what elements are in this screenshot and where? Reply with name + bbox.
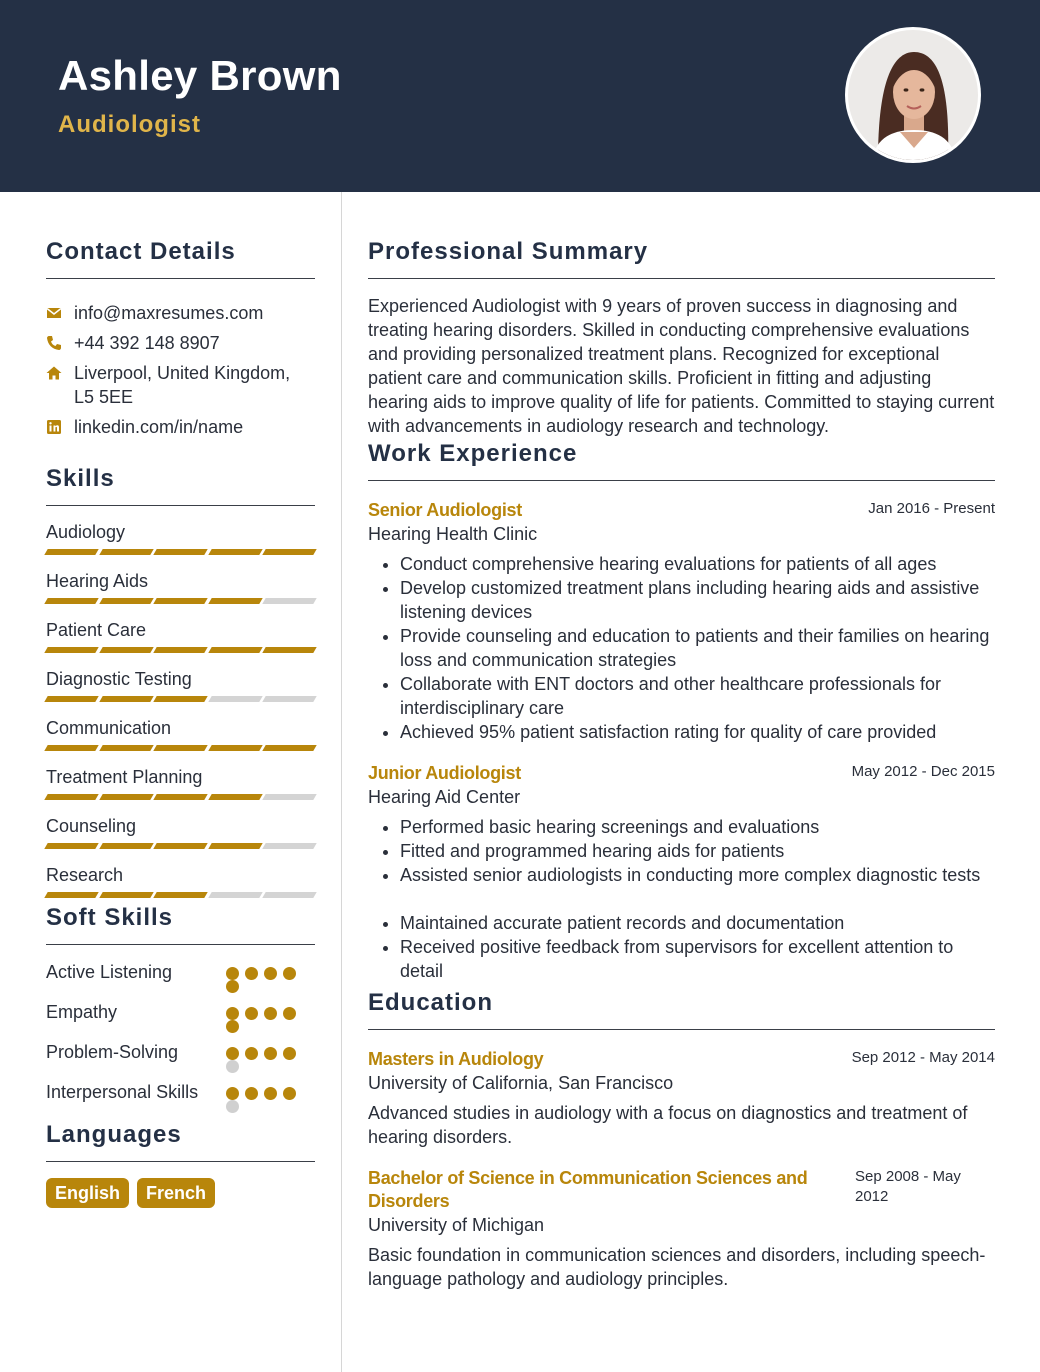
skill-level-bar [46,549,315,555]
job-entry [368,762,995,983]
contact-section [46,238,315,439]
education-list [368,1048,995,1291]
rating-dot [283,967,296,980]
skill-level-segment [99,696,153,702]
education-date: Sep 2012 - May 2014 [851,1049,995,1066]
skill-item [46,717,315,751]
language-badge: French [137,1178,215,1208]
left-column [46,192,315,1208]
skill-level-segment [263,794,317,800]
job-title: Junior Audiologist [368,763,521,783]
job-bullet: • Conduct comprehensive hearing evaluations for patients of all ages [400,552,995,576]
job-date: Jan 2016 - Present [868,500,995,517]
rating-dot [264,1047,277,1060]
skill-level-bar [46,598,315,604]
rating-dot [283,1007,296,1020]
skill-level-segment [208,549,262,555]
skill-level-segment [263,696,317,702]
experience-section [368,440,995,983]
skill-level-segment [44,843,98,849]
skill-level-segment [44,647,98,653]
education-section [368,989,995,1291]
contact-address-text: Liverpool, United Kingdom, L5 5EE [74,363,291,407]
skill-level-segment [208,598,262,604]
soft-skills-list [46,961,315,1113]
job-date: May 2012 - Dec 2015 [851,763,995,780]
jobs-list [368,499,995,983]
skill-level-segment [263,892,317,898]
skill-level-segment [44,696,98,702]
skill-level-bar [46,647,315,653]
education-header [368,1167,995,1213]
contact-linkedin[interactable] [46,415,315,439]
school-name: University of California, San Francisco [368,1073,674,1093]
job-bullet: • Provide counseling and education to patients and their families on hearing loss and communication strategies [400,624,995,672]
skills-list [46,521,315,898]
languages-title: Languages [46,1121,315,1162]
rating-dot [226,1007,239,1020]
skill-level-segment [208,843,262,849]
skill-level-segment [153,598,207,604]
contact-title: Contact Details [46,238,315,279]
job-bullet: • Performed basic hearing screenings and evaluations [400,815,995,839]
degree-title: Bachelor of Science in Communication Sciences and Disorders [368,1168,808,1211]
job-bullet: • Collaborate with ENT doctors and other healthcare professionals for interdisciplinary care [400,672,995,720]
home-icon [46,361,74,385]
skill-level-segment [44,549,98,555]
soft-skill-rating [226,1041,306,1073]
job-bullets [368,552,995,744]
skills-title: Skills [46,465,315,506]
skill-item [46,619,315,653]
skill-level-segment [208,892,262,898]
skill-item [46,864,315,898]
envelope-icon [46,301,74,325]
job-entry [368,499,995,744]
languages-section [46,1121,315,1208]
skill-level-bar [46,892,315,898]
skills-section [46,465,315,898]
skill-level-segment [44,794,98,800]
skill-level-segment [153,843,207,849]
soft-skill-rating [226,961,306,993]
contact-email-text: info@maxresumes.com [74,303,264,323]
job-bullets [368,815,995,983]
soft-skill-item [46,1081,315,1113]
skill-level-segment [153,549,207,555]
job-bullet: • Received positive feedback from supervisors for excellent attention to detail [400,935,995,983]
soft-skill-name: Empathy [46,1002,118,1022]
contact-email[interactable] [46,301,315,325]
contact-address [46,361,315,409]
skill-item [46,668,315,702]
skill-name: Audiology [46,522,126,542]
skill-name: Communication [46,718,172,738]
candidate-name: Ashley Brown [58,52,342,99]
education-entry [368,1167,995,1291]
soft-skill-item [46,1001,315,1033]
soft-skill-item [46,961,315,993]
skill-level-segment [153,745,207,751]
contact-linkedin-text: linkedin.com/in/name [74,417,244,437]
language-badge: English [46,1178,129,1208]
skill-level-segment [99,843,153,849]
skill-level-segment [99,892,153,898]
skill-item [46,766,315,800]
education-description: Basic foundation in communication sciences and disorders, including speech-language pathology and audiology principles. [368,1245,986,1289]
skill-level-segment [44,892,98,898]
skill-name: Counseling [46,816,137,836]
degree-title: Masters in Audiology [368,1049,544,1069]
job-header [368,762,995,785]
rating-dot [264,1007,277,1020]
skill-level-bar [46,843,315,849]
skill-level-segment [208,696,262,702]
portrait-image [848,30,978,160]
job-bullet: • Achieved 95% patient satisfaction rating for quality of care provided [400,720,995,744]
experience-title: Work Experience [368,440,995,481]
skill-level-segment [153,794,207,800]
skill-level-segment [99,745,153,751]
rating-dot [226,1047,239,1060]
skill-level-bar [46,794,315,800]
soft-skill-name: Interpersonal Skills [46,1082,199,1102]
rating-dot [283,1047,296,1060]
candidate-role: Audiologist [58,111,201,138]
skill-name: Treatment Planning [46,767,203,787]
skill-level-segment [44,598,98,604]
rating-dot [245,1047,258,1060]
skill-level-segment [153,647,207,653]
soft-skills-title: Soft Skills [46,904,315,945]
skill-level-segment [263,549,317,555]
education-description: Advanced studies in audiology with a focus on diagnostics and treatment of hearing disorders. [368,1103,968,1147]
rating-dot [245,1007,258,1020]
skill-level-segment [208,745,262,751]
right-column [368,192,995,1291]
soft-skills-section [46,904,315,1113]
summary-title: Professional Summary [368,238,995,279]
rating-dot [226,1060,239,1073]
job-bullet: • Fitted and programmed hearing aids for patients [400,839,995,863]
skill-level-segment [263,598,317,604]
contact-phone-text: +44 392 148 8907 [74,333,220,353]
summary-section [368,238,995,438]
school-name: University of Michigan [368,1215,545,1235]
job-bullet: • Maintained accurate patient records and documentation [400,911,995,935]
job-header [368,499,995,522]
skill-level-segment [263,843,317,849]
rating-dot [264,967,277,980]
soft-skill-rating [226,1001,306,1033]
job-title: Senior Audiologist [368,500,522,520]
education-date: Sep 2008 - May 2012 [855,1168,961,1205]
linkedin-icon [46,415,74,439]
education-header [368,1048,995,1071]
skill-level-segment [99,598,153,604]
education-entry [368,1048,995,1149]
skill-level-segment [263,647,317,653]
education-title: Education [368,989,995,1030]
skill-name: Research [46,865,124,885]
skill-level-segment [153,892,207,898]
job-bullet: • Assisted senior audiologists in conducting more complex diagnostic tests [400,863,995,887]
skill-level-segment [208,794,262,800]
skill-item [46,570,315,604]
job-company: Hearing Health Clinic [368,524,538,544]
rating-dot [245,967,258,980]
skill-item [46,815,315,849]
contact-phone[interactable] [46,331,315,355]
job-bullet: • Develop customized treatment plans including hearing aids and assistive listening devices [400,576,995,624]
resume-header [0,0,1040,192]
skill-level-segment [99,647,153,653]
profile-photo [845,27,981,163]
skill-level-segment [263,745,317,751]
soft-skill-item [46,1041,315,1073]
skill-level-segment [153,696,207,702]
job-company: Hearing Aid Center [368,787,521,807]
rating-dot [226,1087,239,1100]
skill-name: Diagnostic Testing [46,669,192,689]
rating-dot [226,1100,239,1113]
skill-item [46,521,315,555]
skill-level-segment [44,745,98,751]
skill-name: Patient Care [46,620,147,640]
column-divider [341,192,342,1372]
rating-dot [264,1087,277,1100]
soft-skill-rating [226,1081,306,1113]
rating-dot [283,1087,296,1100]
summary-text: Experienced Audiologist with 9 years of proven success in diagnosing and treating hearing disorders. Skilled in conducting comprehensive evaluations and providing personalized treatment plans. Recognized for exceptional patient care and communication skills. Proficient in fitting and adjusting hearing aids to improve quality of life for patients. Committed to staying current with advancements in audiology research and technology. [368,296,995,436]
skill-level-bar [46,696,315,702]
languages-list [46,1178,315,1208]
skill-level-segment [208,647,262,653]
soft-skill-name: Problem-Solving [46,1042,179,1062]
skill-level-segment [99,549,153,555]
soft-skill-name: Active Listening [46,962,173,982]
phone-icon [46,331,74,355]
skill-name: Hearing Aids [46,571,149,591]
rating-dot [245,1087,258,1100]
rating-dot [226,967,239,980]
rating-dot [226,1020,239,1033]
skill-level-segment [99,794,153,800]
skill-level-bar [46,745,315,751]
rating-dot [226,980,239,993]
